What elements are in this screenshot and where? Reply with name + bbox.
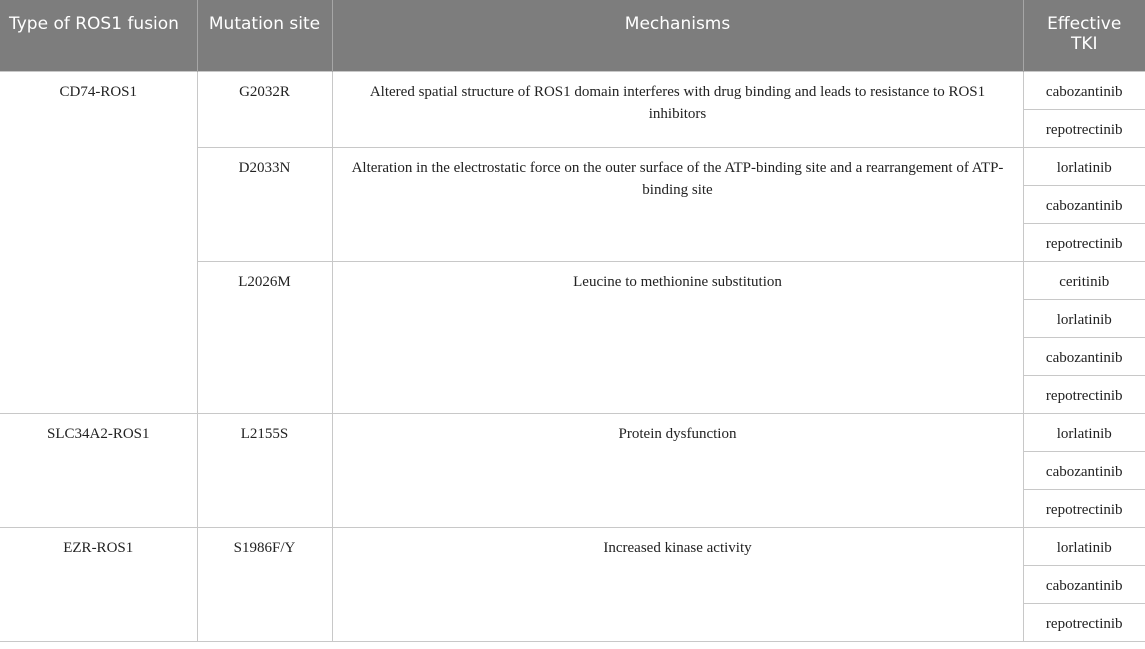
effective-tki-cell: lorlatinib — [1023, 527, 1145, 565]
mechanism-cell: Altered spatial structure of ROS1 domain interferes with drug binding and leads to resistance to ROS1 inhibitors — [332, 71, 1023, 147]
effective-tki-cell: repotrectinib — [1023, 603, 1145, 641]
mutation-site-cell: L2155S — [197, 413, 332, 527]
effective-tki-cell: repotrectinib — [1023, 489, 1145, 527]
mechanism-cell: Leucine to methionine substitution — [332, 261, 1023, 413]
table-row — [0, 413, 1145, 451]
effective-tki-cell: repotrectinib — [1023, 223, 1145, 261]
fusion-type-cell: EZR-ROS1 — [0, 527, 197, 641]
header-row — [0, 0, 1145, 71]
fusion-type-cell: CD74-ROS1 — [0, 71, 197, 413]
effective-tki-cell: repotrectinib — [1023, 375, 1145, 413]
mechanism-cell: Alteration in the electrostatic force on the outer surface of the ATP-binding site and a rearrangement of ATP-binding site — [332, 147, 1023, 261]
mechanism-cell: Increased kinase activity — [332, 527, 1023, 641]
mutation-site-cell: S1986F/Y — [197, 527, 332, 641]
fusion-type-cell: SLC34A2-ROS1 — [0, 413, 197, 527]
effective-tki-cell: cabozantinib — [1023, 565, 1145, 603]
header-effective-tki: Effective TKI — [1023, 0, 1145, 71]
effective-tki-cell: ceritinib — [1023, 261, 1145, 299]
mechanism-cell: Protein dysfunction — [332, 413, 1023, 527]
effective-tki-cell: cabozantinib — [1023, 185, 1145, 223]
mutation-site-cell: L2026M — [197, 261, 332, 413]
header-mutation-site: Mutation site — [197, 0, 332, 71]
effective-tki-cell: cabozantinib — [1023, 451, 1145, 489]
effective-tki-cell: lorlatinib — [1023, 299, 1145, 337]
effective-tki-cell: repotrectinib — [1023, 109, 1145, 147]
table-row — [0, 527, 1145, 565]
effective-tki-cell: lorlatinib — [1023, 147, 1145, 185]
header-fusion: Type of ROS1 fusion — [0, 0, 197, 71]
effective-tki-cell: cabozantinib — [1023, 71, 1145, 109]
table-header — [0, 0, 1145, 71]
mutation-site-cell: D2033N — [197, 147, 332, 261]
table-body — [0, 71, 1145, 641]
mutation-site-cell: G2032R — [197, 71, 332, 147]
table-row — [0, 71, 1145, 109]
header-mechanisms: Mechanisms — [332, 0, 1023, 71]
effective-tki-cell: cabozantinib — [1023, 337, 1145, 375]
effective-tki-cell: lorlatinib — [1023, 413, 1145, 451]
